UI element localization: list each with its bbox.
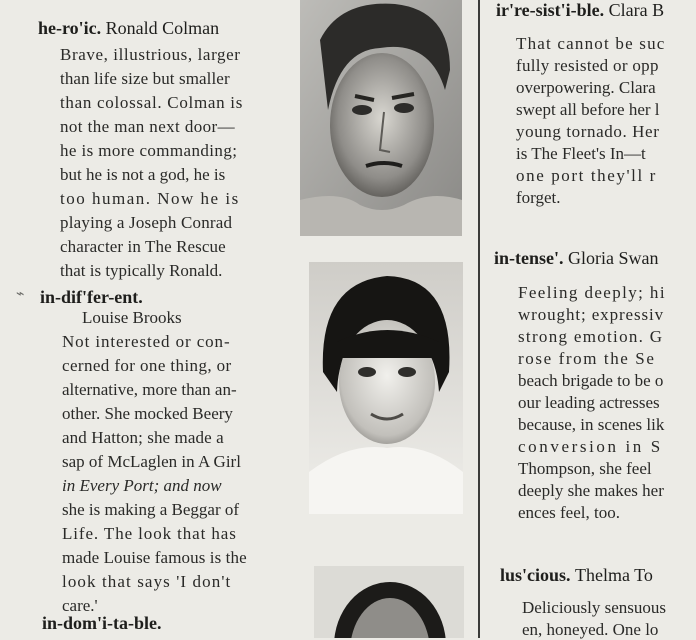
entry-indifferent-line: alternative, more than an- bbox=[62, 380, 237, 399]
entry-irresistible-word: ir're-sist'i-ble. bbox=[496, 0, 605, 20]
entry-intense-line: strong emotion. G bbox=[518, 327, 664, 346]
entry-indifferent-line: care.' bbox=[62, 596, 98, 615]
entry-irresistible-line: one port they'll r bbox=[516, 166, 657, 185]
entry-luscious-line: Deliciously sensuous bbox=[522, 598, 667, 617]
entry-indifferent-line: made Louise famous is the bbox=[62, 548, 247, 567]
entry-indifferent-line: in Every Port; and now bbox=[62, 476, 222, 495]
entry-heroic-line: than colossal. Colman is bbox=[60, 93, 244, 112]
entry-irresistible-line: young tornado. Her bbox=[516, 122, 660, 141]
entry-heroic-line: Brave, illustrious, larger bbox=[60, 45, 241, 64]
entry-indifferent-line: other. She mocked Beery bbox=[62, 404, 233, 423]
entry-indifferent-line: Life. The look that has bbox=[62, 524, 237, 543]
entry-indifferent-name: Louise Brooks bbox=[82, 308, 182, 327]
entry-indifferent-line: look that says 'I don't bbox=[62, 572, 232, 591]
entry-intense-line: Feeling deeply; hi bbox=[518, 283, 666, 302]
entry-intense-line: our leading actresses bbox=[518, 393, 660, 412]
entry-luscious-title bbox=[500, 565, 653, 586]
entry-irresistible-name: Clara B bbox=[608, 0, 665, 20]
entry-intense-line: because, in scenes lik bbox=[518, 415, 665, 434]
entry-heroic-line: he is more commanding; bbox=[60, 141, 238, 160]
entry-luscious-line: en, honeyed. One lo bbox=[522, 620, 659, 639]
photo-louise-brooks bbox=[309, 262, 463, 514]
entry-intense-line: wrought; expressiv bbox=[518, 305, 665, 324]
portrait-woman-graphic bbox=[309, 262, 463, 514]
entry-heroic-word: he-ro'ic. bbox=[38, 18, 102, 38]
entry-intense-name: Gloria Swan bbox=[568, 248, 659, 268]
entry-intense-line: ences feel, too. bbox=[518, 503, 620, 522]
entry-indifferent-line: sap of McLaglen in A Girl bbox=[62, 452, 241, 471]
entry-intense-line: beach brigade to be o bbox=[518, 371, 664, 390]
entry-heroic-line: but he is not a god, he is bbox=[60, 165, 226, 184]
entry-intense-line: Thompson, she feel bbox=[518, 459, 652, 478]
entry-luscious-name: Thelma To bbox=[575, 565, 653, 585]
entry-heroic-title bbox=[38, 18, 219, 39]
entry-intense-line: conversion in S bbox=[518, 437, 663, 456]
entry-heroic-line: too human. Now he is bbox=[60, 189, 240, 208]
entry-intense-word: in-tense'. bbox=[494, 248, 564, 268]
entry-irresistible-line: forget. bbox=[516, 188, 561, 207]
entry-heroic-line: not the man next door— bbox=[60, 117, 235, 136]
entry-irresistible-line: That cannot be suc bbox=[516, 34, 666, 53]
entry-indifferent-line: she is making a Beggar of bbox=[62, 500, 240, 519]
entry-intense-line: rose from the Se bbox=[518, 349, 656, 368]
entry-luscious-word: lus'cious. bbox=[500, 565, 571, 585]
entry-irresistible-line: overpowering. Clara bbox=[516, 78, 656, 97]
entry-irresistible-line: swept all before her l bbox=[516, 100, 660, 119]
entry-intense-line: deeply she makes her bbox=[518, 481, 664, 500]
entry-indifferent-line: and Hatton; she made a bbox=[62, 428, 224, 447]
entry-heroic-line: than life size but smaller bbox=[60, 69, 230, 88]
entry-irresistible-title bbox=[496, 0, 664, 21]
entry-indifferent-line: Not interested or con- bbox=[62, 332, 231, 351]
photo-bottom-partial bbox=[314, 566, 464, 638]
entry-intense-title bbox=[494, 248, 658, 269]
entry-heroic-name: Ronald Colman bbox=[105, 18, 220, 38]
entry-heroic-line: that is typically Ronald. bbox=[60, 261, 223, 280]
entry-indifferent-line: cerned for one thing, or bbox=[62, 356, 232, 375]
entry-indifferent-word: in-dif'fer-ent. bbox=[40, 287, 143, 307]
entry-heroic-line: character in The Rescue bbox=[60, 237, 226, 256]
entry-heroic-line: playing a Joseph Conrad bbox=[60, 213, 233, 232]
portrait-man-graphic bbox=[300, 0, 462, 236]
photo-ronald-colman bbox=[300, 0, 462, 236]
entry-irresistible-line: fully resisted or opp bbox=[516, 56, 659, 75]
margin-mark-icon: ⌁ bbox=[16, 287, 25, 302]
entry-irresistible-line: is The Fleet's In—t bbox=[516, 144, 646, 163]
portrait-partial-graphic bbox=[314, 566, 464, 638]
column-divider bbox=[478, 0, 480, 638]
entry-indomitable-word: in-dom'i-ta-ble. bbox=[42, 613, 162, 633]
